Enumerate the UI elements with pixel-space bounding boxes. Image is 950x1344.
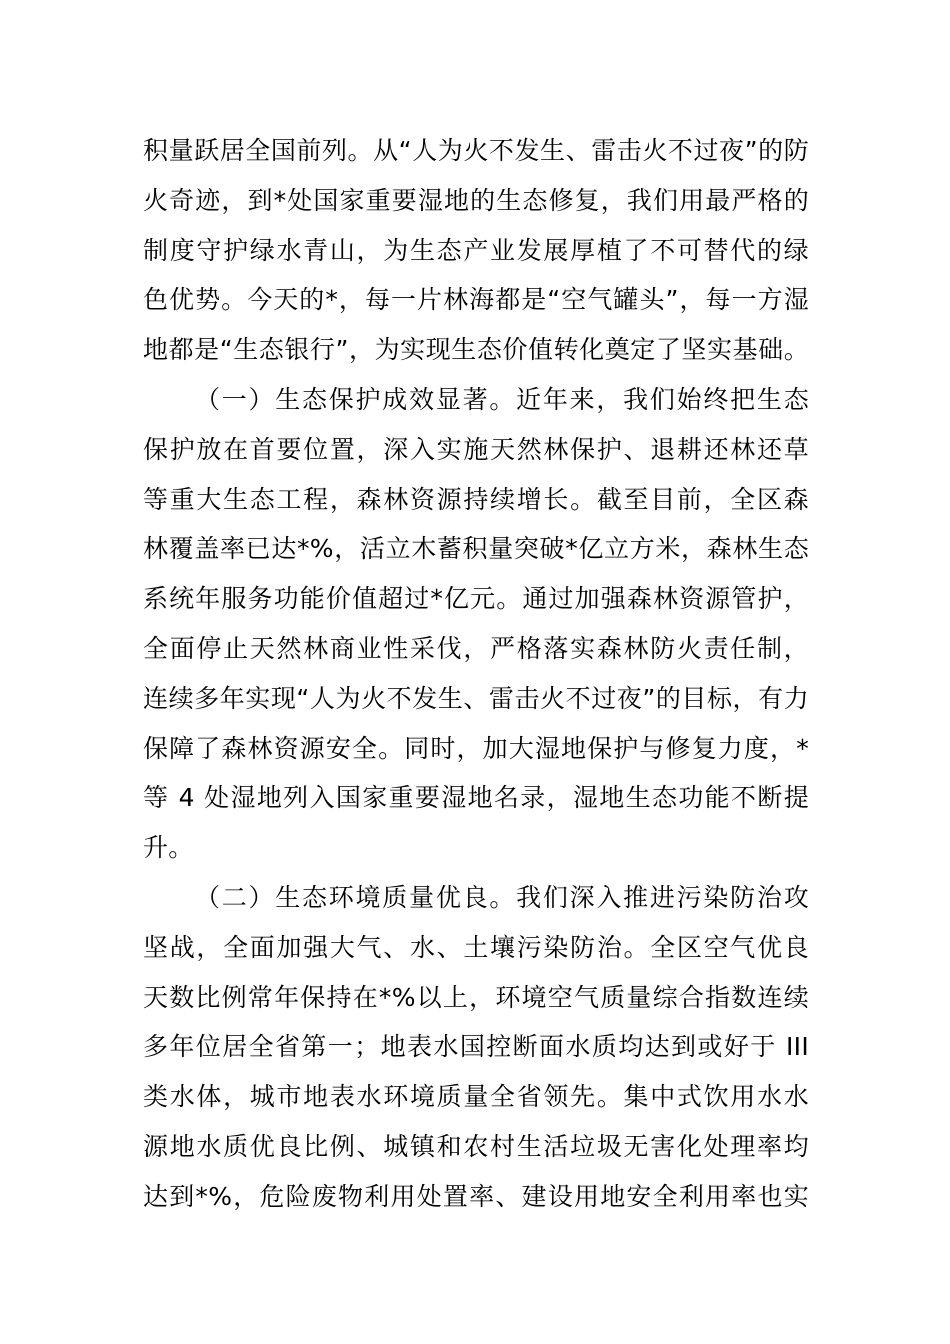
text-line: 林覆盖率已达*%，活立木蓄积量突破*亿立方米，森林生态: [143, 534, 809, 564]
paragraph-section-1: [143, 375, 809, 873]
text-line: 连续多年实现“人为火不发生、雷击火不过夜”的目标，有力: [143, 683, 809, 713]
text-line: 系统年服务功能价值超过*亿元。通过加强森林资源管护，: [143, 584, 809, 614]
text-line: 天数比例常年保持在*%以上，环境空气质量综合指数连续: [143, 982, 809, 1012]
text-line: 制度守护绿水青山，为生态产业发展厚植了不可替代的绿: [143, 235, 809, 265]
text-line-last: 升。: [143, 833, 194, 863]
text-line: 等重大生态工程，森林资源持续增长。截至目前，全区森: [143, 484, 809, 514]
text-line: 坚战，全面加强大气、水、土壤污染防治。全区空气优良: [143, 932, 809, 962]
section-heading-line: （二）生态环境质量优良。我们深入推进污染防治攻: [195, 882, 809, 912]
text-line: 保障了森林资源安全。同时，加大湿地保护与修复力度，*: [143, 733, 809, 763]
text-line: 地都是“生态银行”，为实现生态价值转化奠定了坚实基础。: [143, 335, 809, 365]
text-line: 达到*%，危险废物利用处置率、建设用地安全利用率也实: [143, 1181, 809, 1211]
paragraph-intro: [143, 126, 809, 375]
text-line: 等 4 处湿地列入国家重要湿地名录，湿地生态功能不断提: [143, 783, 809, 813]
text-line: 保护放在首要位置，深入实施天然林保护、退耕还林还草: [143, 434, 809, 464]
text-line: 源地水质优良比例、城镇和农村生活垃圾无害化处理率均: [143, 1131, 809, 1161]
section-heading-line: （一）生态保护成效显著。近年来，我们始终把生态: [195, 384, 809, 414]
text-line: 色优势。今天的*，每一片林海都是“空气罐头”，每一方湿: [143, 285, 809, 315]
paragraph-section-2: [143, 873, 809, 1222]
document-body: [143, 126, 809, 1222]
text-line: 积量跃居全国前列。从“人为火不发生、雷击火不过夜”的防: [143, 136, 809, 165]
text-line: 多年位居全省第一；地表水国控断面水质均达到或好于 III: [143, 1032, 809, 1062]
text-line: 全面停止天然林商业性采伐，严格落实森林防火责任制，: [143, 633, 809, 663]
text-line: 类水体，城市地表水环境质量全省领先。集中式饮用水水: [143, 1082, 809, 1112]
text-line: 火奇迹，到*处国家重要湿地的生态修复，我们用最严格的: [143, 185, 809, 215]
